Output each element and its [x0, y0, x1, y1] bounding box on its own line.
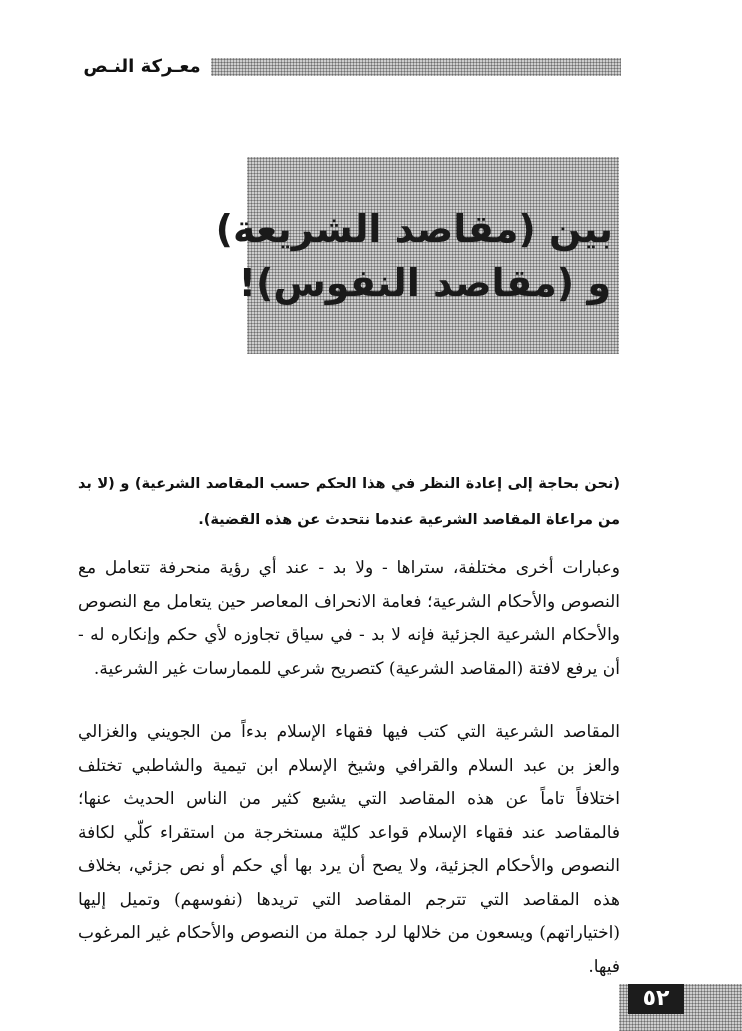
body-paragraph-2: [78, 716, 620, 984]
chapter-title-line-2: و (مقاصد النفوس)!: [238, 260, 611, 305]
paragraph-text: وعبارات أخرى مختلفة، ستراها - ولا بد - عند أي رؤية منحرفة تتعامل مع النصوص والأحكام الشرعية؛ فعامة الانحراف المعاصر حين يتعامل مع النصوص والأحكام الشرعية الجزئية فإنه لا بد - في سياق تجاوزه لأي حكم وإنكاره له - أن يرفع لافتة (المقاصد الشرعية) كتصريح شرعي للممارسات غير الشرعية.: [78, 558, 620, 679]
header-halftone-bar: [211, 58, 621, 76]
page-number: ٥٢: [628, 984, 684, 1014]
intro-text: (نحن بحاجة إلى إعادة النظر في هذا الحكم حسب المقاصد الشرعية) و (لا بد من مراعاة المقاصد الشرعية عندما نتحدث عن هذه القضية).: [78, 476, 620, 528]
chapter-title-box: [215, 157, 619, 354]
body-paragraph-1: [78, 552, 620, 686]
paragraph-text: المقاصد الشرعية التي كتب فيها فقهاء الإسلام بدءاً من الجويني والغزالي والعز بن عبد السلام والقرافي وشيخ الإسلام ابن تيمية والشاطبي تختلف اختلافاً تاماً عن هذه المقاصد التي يشيع كثير من الناس الحديث عنها؛ فالمقاصد عند فقهاء الإسلام قواعد كليّة مستخرجة من استقراء كلّي لكافة النصوص والأحكام الجزئية، ولا يصح أن يرد بها أي حكم أو نص جزئي، بخلاف هذه المقاصد التي تترجم المقاصد التي تريدها (نفوسهم) وتميل إليها (اختياراتهم) ويسعون من خلالها لرد جملة من النصوص والأحكام غير المرغوب فيها.: [78, 722, 620, 977]
intro-quote: [78, 466, 620, 538]
running-title: معـركة النـص: [83, 56, 201, 77]
chapter-title-line-1: بين (مقاصد الشريعة): [215, 206, 613, 251]
